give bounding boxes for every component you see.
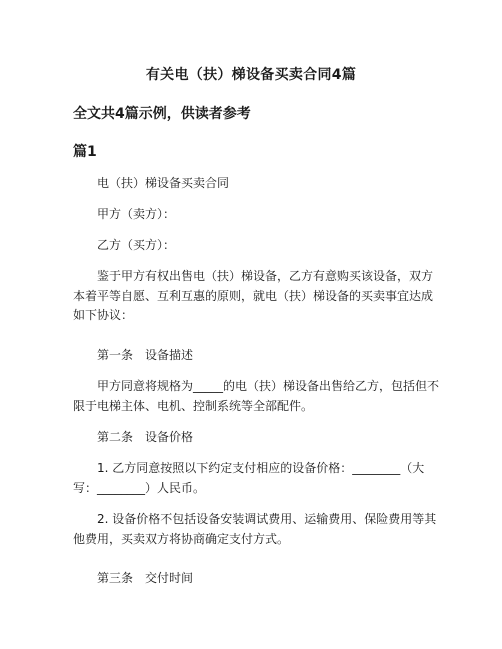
- article-1-body: 甲方同意将规格为_____的电（扶）梯设备出售给乙方，包括但不限于电梯主体、电机、控制系统等全部配件。: [73, 379, 440, 413]
- party-a-paragraph: 甲方（卖方）：: [97, 207, 176, 221]
- document-title: 有关电（扶）梯设备买卖合同4篇: [145, 67, 357, 83]
- article-3-heading: 第三条 交付时间: [97, 571, 194, 585]
- article-1-heading: 第一条 设备描述: [97, 348, 194, 362]
- article-2-clause-2: 2. 设备价格不包括设备安装调试费用、运输费用、保险费用等其他费用，买卖双方将协商确定支付方式。: [73, 512, 437, 546]
- article-2-heading: 第二条 设备价格: [97, 430, 194, 444]
- article-2-clause-1: 1. 乙方同意按照以下约定支付相应的设备价格：________（大写：________）人民币。: [73, 461, 425, 495]
- document-subtitle: 全文共4篇示例，供读者参考: [73, 106, 251, 122]
- section-heading: 篇1: [73, 144, 97, 160]
- party-b-paragraph: 乙方（买方）：: [97, 238, 176, 252]
- preamble-paragraph: 鉴于甲方有权出售电（扶）梯设备，乙方有意购买该设备，双方本着平等自愿、互利互惠的原则，就电（扶）梯设备的买卖事宜达成如下协议：: [73, 269, 434, 322]
- contract-title-paragraph: 电（扶）梯设备买卖合同: [97, 176, 230, 190]
